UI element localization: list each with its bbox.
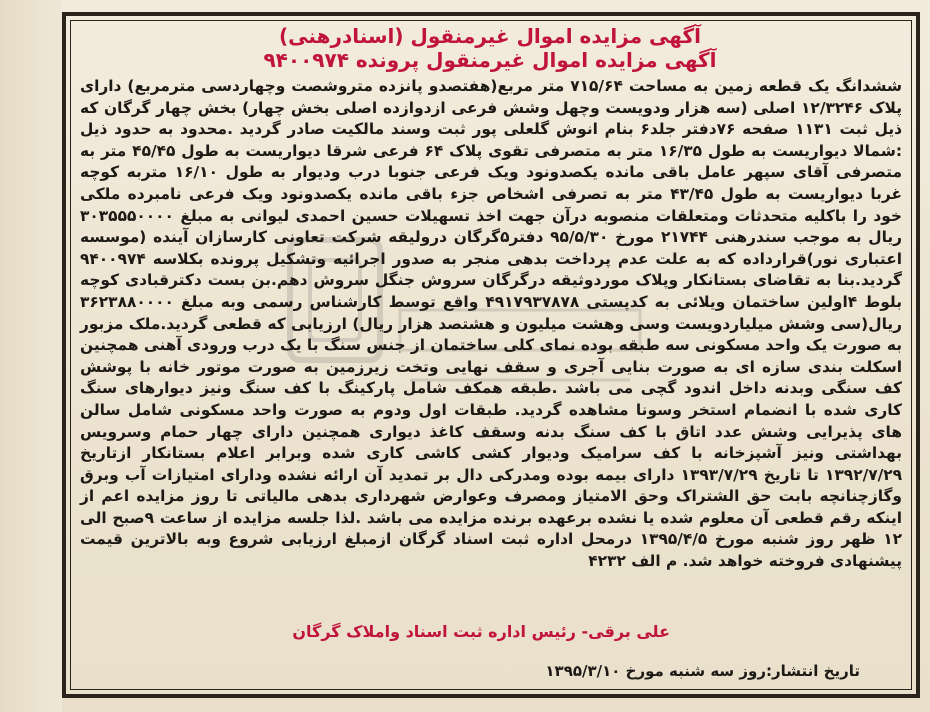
notice-body-text: ششدانگ یک قطعه زمین به مساحت ۷۱۵/۶۴ متر مربع(هفتصدو پانزده متروشصت وچهاردسی مترمربع) دارای پلاک ۱۲/۳۲۴۶ اصلی (سه هزار ودویست وچهل وشش فرعی ازدوازده اصلی بخش چهار) بخش چهار گرگان که ذیل ثبت ۱۱۳۱ صفحه ۷۶دفتر جلد۶ بنام انوش گلعلی پور ثبت وسند مالکیت صادر گردید .محدود به حدود ذیل :شمالا دیواریست به طول ۱۶/۳۵ متر به متصرفی تقوی پلاک ۶۴ فرعی شرقا دیواریست به طول ۴۵/۴۵ متر به متصرفی آقای سپهر عامل باقی مانده یکصدونود ویک فرعی جنوبا درب ودیوار به طول ۱۶/۱۰ متربه کوچه غربا دیواریست به طول ۴۳/۴۵ متر به تصرفی اشخاص جزء باقی مانده یکصدونود ویک فرعی نامبرده ملکی خود را باکلیه متحدثات ومتعلقات منصوبه درآن جهت اخذ تسهیلات حسین احمدی لیوانی به مبلغ ۳۰۳۵۵۵۰۰۰۰ ریال به موجب سندرهنی ۲۱۷۴۴ مورخ ۹۵/۵/۳۰ دفتر۵گرگان درولیقه شرکت تعاونی کارسازان آینده (موسسه اعتباری نور)قرارداده که به علت عدم پرداخت بدهی منجر به صدور اجرائیه وتشکیل پرونده بکلاسه ۹۴۰۰۹۷۴ گردید.بنا به تقاضای بستانکار وپلاک موردوثیقه درگرگان سروش جنگل سروش دهم.بن بست دکترقبادی کوچه بلوط ۴اولین ساختمان ویلائی به کدپستی ۴۹۱۷۹۳۷۸۷۸ واقع توسط کارشناس رسمی وبه مبلغ ۳۶۲۳۸۸۰۰۰۰ ریال(سی وشش میلیاردویست وسی وهشت میلیون و هشتصد هزار ریال) ارزیابی که قطعی گردید.ملک مزبور به صورت یک واحد مسکونی سه طبقه بوده نمای کلی ساختمان از جنس سنگ با یک درب ورودی آهنی همچنین اسکلت بندی سازه ای به صورت بنایی آجری و سقف نهایی وتخت زیرزمین به صورت موتور خانه با پوشش کف سنگی وبدنه داخل اندود گچی می باشد .طبقه همکف شامل پارکینگ با کف سنگ ونیز دیوارهای سنگ کاری شده با انضمام استخر وسونا مشاهده گردید. طبقات اول ودوم به صورت واحد مسکونی شامل سالن های پذیرایی وشش عدد اتاق با کف سنگ بدنه وسقف کاغذ دیواری همچنین دارای چهار حمام وسرویس بهداشتی ونیز آشپزخانه با کف سرامیک ودیوار کشی کاشی کاری شده وبرابر اعلام بستانکار ازتاریخ ۱۳۹۲/۷/۲۹ تا تاریخ ۱۳۹۳/۷/۲۹ دارای بیمه بوده ومدرکی دال بر تمدید آن ارائه نشده ودارای امتیازات آب وبرق وگازچنانچه بابت حق الشتراک وحق الامتیاز ومصرف وعوارض شهرداری بدهی مالیاتی تا روز مزایده اعم از اینکه رقم قطعی آن معلوم شده یا نشده برعهده برنده مزایده می باشد .لذا جلسه مزایده از ساعت ۹صبح الی ۱۲ ظهر روز شنبه مورخ ۱۳۹۵/۴/۵ درمحل اداره ثبت اسناد گرگان ازمبلغ ارزیابی شروع وبه بالاترین قیمت پیشنهادی فروخته خواهد شد. م الف ۴۲۳۲ xyxy=(80,77,903,571)
paper-edge xyxy=(0,0,62,712)
publication-date: تاریخ انتشار:روز سه شنبه مورخ ۱۳۹۵/۳/۱۰ xyxy=(545,662,860,680)
notice-subtitle: آگهی مزایده اموال غیرمنقول پرونده ۹۴۰۰۹۷۴ xyxy=(263,48,717,72)
signature-line: علی برقی- رئیس اداره ثبت اسناد واملاک گرگان xyxy=(292,622,670,641)
notice-title: آگهی مزایده اموال غیرمنقول (اسنادرهنی) xyxy=(279,24,701,48)
